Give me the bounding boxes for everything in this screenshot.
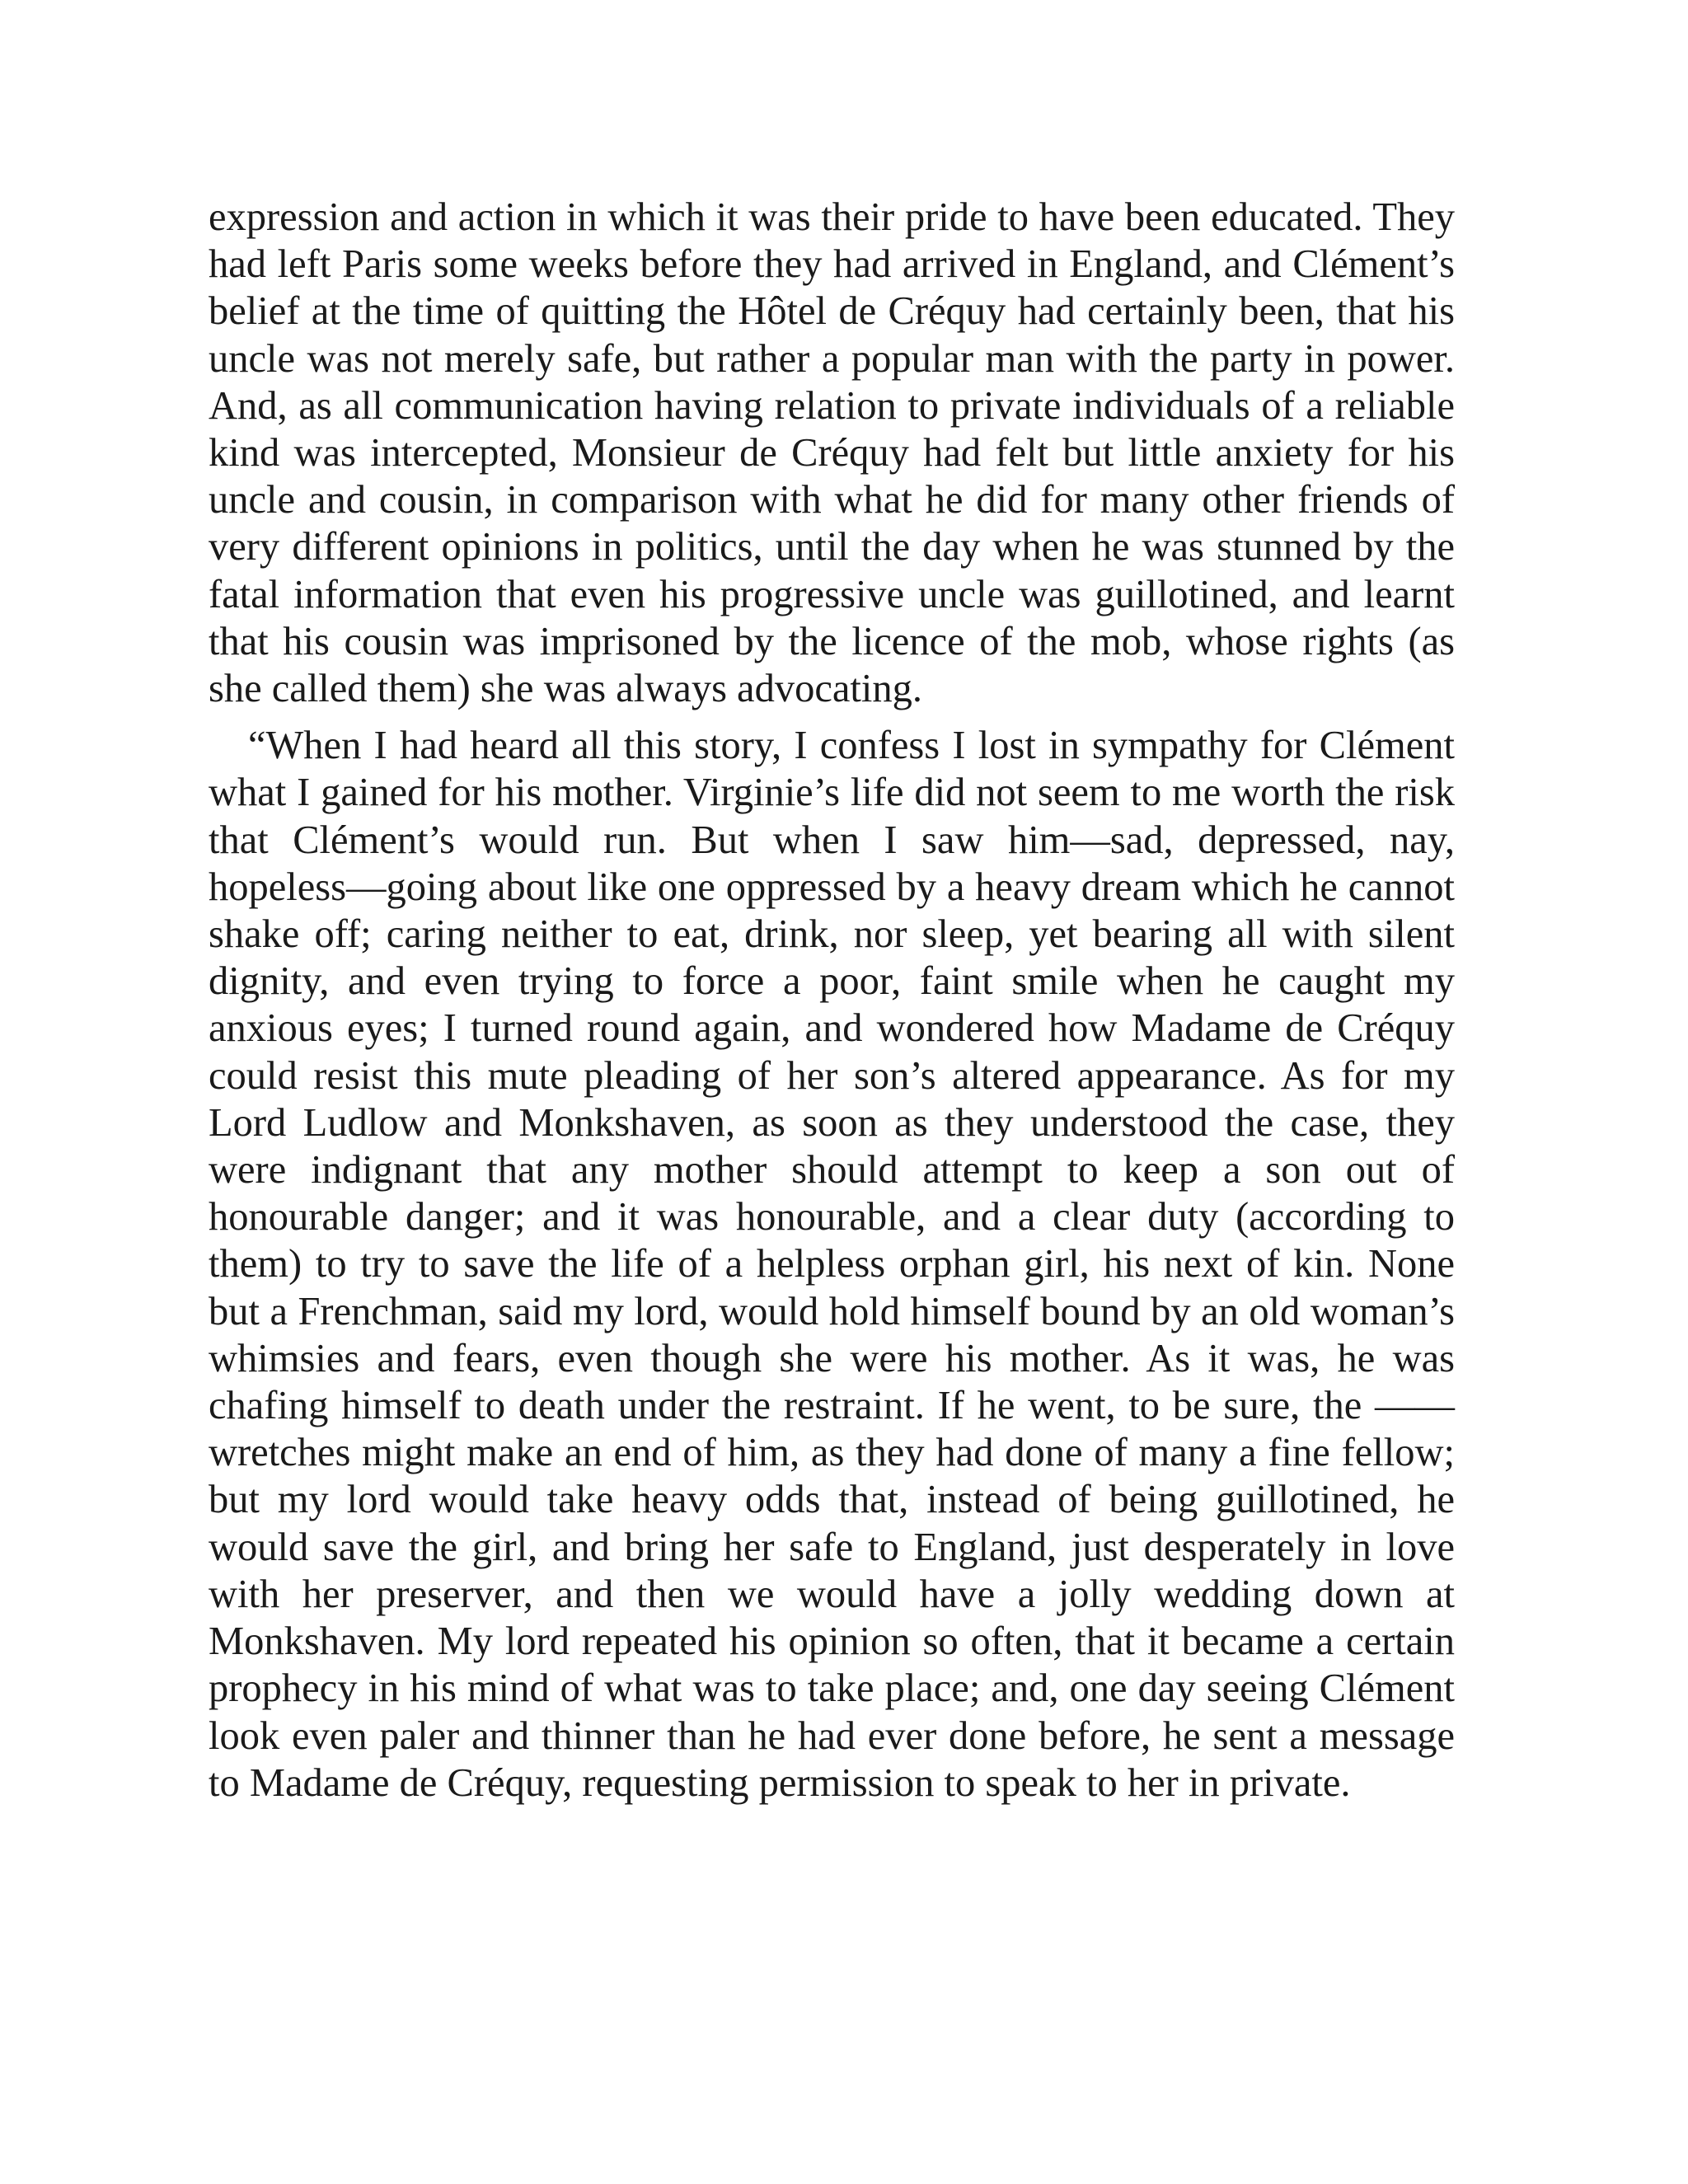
page-body: [209, 194, 1455, 1807]
paragraph-2: “When I had heard all this story, I confess I lost in sympathy for Clément what I gained for his mother. Virginie’s life did not seem to me worth the risk that Clément’s would run. But when I saw him—sad, depressed, nay, hopeless—going about like one oppressed by a heavy dream which he cannot shake off; caring neither to eat, drink, nor sleep, yet bearing all with silent dignity, and even trying to force a poor, faint smile when he caught my anxious eyes; I turned round again, and wondered how Madame de Créquy could resist this mute pleading of her son’s altered appearance. As for my Lord Ludlow and Monkshaven, as soon as they understood the case, they were indignant that any mother should attempt to keep a son out of honourable danger; and it was honourable, and a clear duty (according to them) to try to save the life of a helpless orphan girl, his next of kin. None but a Frenchman, said my lord, would hold himself bound by an old woman’s whimsies and fears, even though she were his mother. As it was, he was chafing himself to death under the restraint. If he went, to be sure, the —— wretches might make an end of him, as they had done of many a fine fellow; but my lord would take heavy odds that, instead of being guillotined, he would save the girl, and bring her safe to England, just desperately in love with her preserver, and then we would have a jolly wedding down at Monkshaven. My lord repeated his opinion so often, that it became a certain prophecy in his mind of what was to take place; and, one day seeing Clément look even paler and thinner than he had ever done before, he sent a message to Madame de Créquy, requesting permission to speak to her in private.: [209, 724, 1455, 1805]
paragraph-1: expression and action in which it was their pride to have been educated. They had left Paris some weeks before they had arrived in England, and Clément’s belief at the time of quitting the Hôtel de Créquy had certainly been, that his uncle was not merely safe, but rather a popular man with the party in power. And, as all communication having relation to private individuals of a reliable kind was intercepted, Monsieur de Créquy had felt but little anxiety for his uncle and cousin, in comparison with what he did for many other friends of very different opinions in politics, until the day when he was stunned by the fatal information that even his progressive uncle was guillotined, and learnt that his cousin was imprisoned by the licence of the mob, whose rights (as she called them) she was always advocating.: [209, 195, 1455, 711]
